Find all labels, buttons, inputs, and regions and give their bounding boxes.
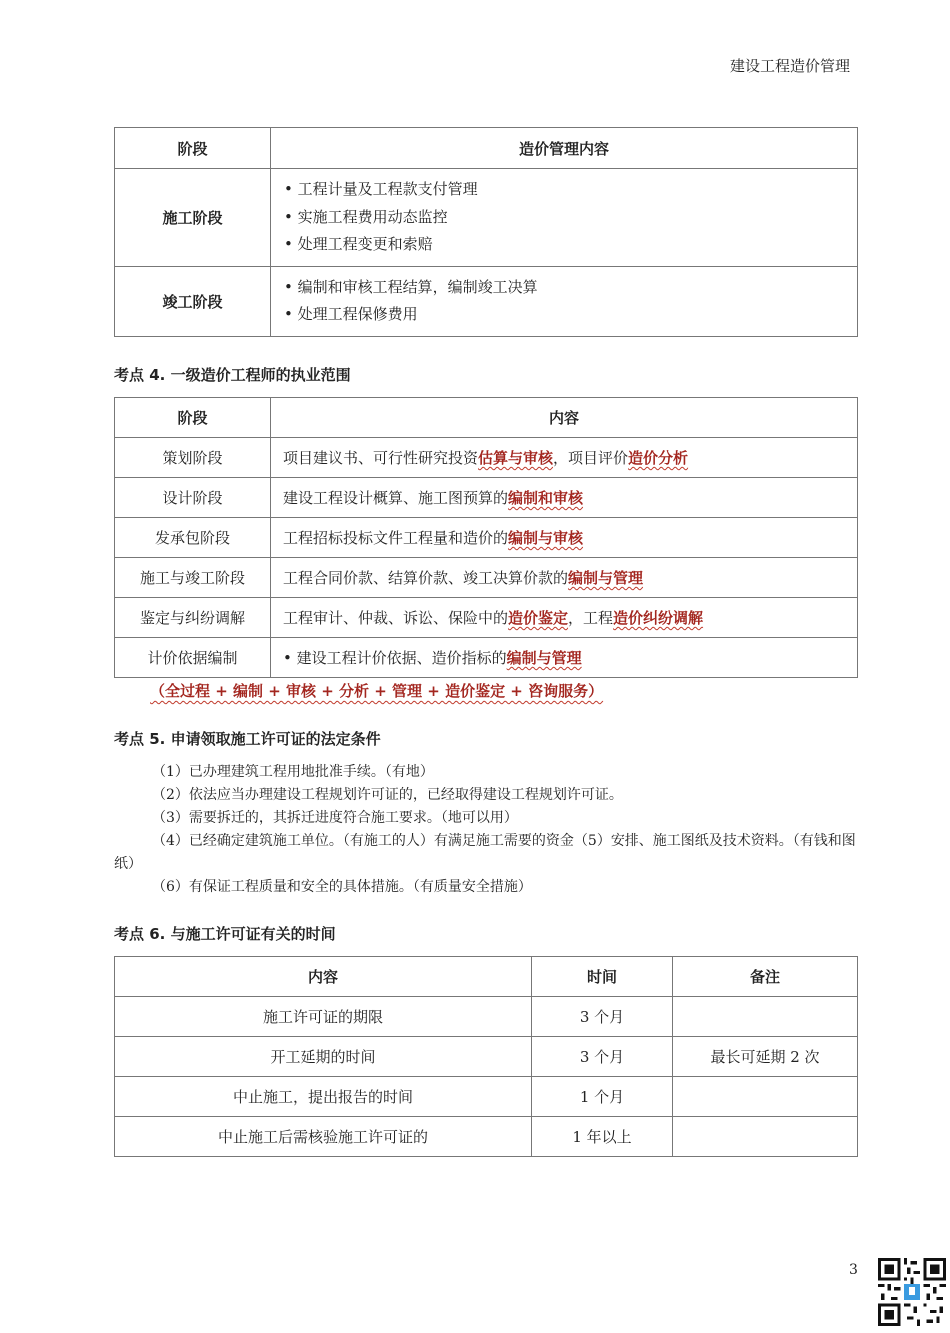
plain-text: 项目建议书、可行性研究投资: [283, 449, 479, 467]
section-6-title: 考点 6. 与施工许可证有关的时间: [114, 925, 336, 943]
column-header: 时间: [532, 957, 673, 997]
plain-text: 工程招标投标文件工程量和造价的: [283, 529, 509, 547]
section-5-title: 考点 5. 申请领取施工许可证的法定条件: [114, 730, 381, 748]
table-cell: 3 个月: [532, 1037, 673, 1077]
table-row: [115, 478, 858, 518]
condition-line: （1）已办理建筑工程用地批准手续。（有地）: [152, 764, 434, 780]
highlight-text: 估算与审核: [478, 449, 554, 467]
table-cell: [673, 1117, 858, 1157]
list-item: • 处理工程变更和索赔: [284, 231, 856, 259]
table-row: [115, 558, 858, 598]
column-header: 阶段: [115, 398, 271, 438]
plain-text: ，工程: [568, 609, 614, 627]
plain-text: ，项目评价: [553, 449, 629, 467]
table-row: [115, 598, 858, 638]
content-cell: [271, 518, 858, 558]
column-header: 备注: [673, 957, 858, 997]
highlight-text: 编制与管理: [568, 569, 644, 587]
list-item: • 工程计量及工程款支付管理: [284, 176, 856, 204]
table-row: [115, 518, 858, 558]
permit-time-table: [114, 956, 858, 1157]
table-row: [115, 169, 858, 267]
table-row: [115, 1117, 858, 1157]
highlight-text: 编制与管理: [506, 649, 582, 667]
table-header-row: [115, 957, 858, 997]
column-header: 内容: [115, 957, 532, 997]
table-cell: 1 个月: [532, 1077, 673, 1117]
table-cell: [673, 1077, 858, 1117]
content-cell: [271, 169, 858, 267]
table-header-row: [115, 128, 858, 169]
qr-code-icon: [878, 1258, 946, 1326]
table-row: [115, 1077, 858, 1117]
conditions-list: [114, 761, 864, 899]
table-cell: [673, 997, 858, 1037]
stage-cell: 鉴定与纠纷调解: [115, 598, 271, 638]
table-header-row: [115, 398, 858, 438]
plain-text: 工程合同价款、结算价款、竣工决算价款的: [283, 569, 569, 587]
table-cell: 3 个月: [532, 997, 673, 1037]
column-header: 内容: [271, 398, 858, 438]
table-row: [115, 997, 858, 1037]
highlight-text: 造价分析: [628, 449, 689, 467]
table-cell: 1 年以上: [532, 1117, 673, 1157]
cost-management-table: [114, 127, 858, 337]
content-cell: [271, 438, 858, 478]
stage-cell: 施工阶段: [115, 169, 271, 267]
highlight-text: 造价鉴定: [508, 609, 569, 627]
list-item: • 编制和审核工程结算，编制竣工决算: [284, 274, 856, 302]
condition-line: （6）有保证工程质量和安全的具体措施。（有质量安全措施）: [152, 879, 532, 895]
stage-cell: 策划阶段: [115, 438, 271, 478]
content-cell: [271, 558, 858, 598]
content-cell: [271, 266, 858, 336]
stage-cell: 施工与竣工阶段: [115, 558, 271, 598]
highlight-text: 编制和审核: [508, 489, 584, 507]
scope-summary: （全过程 + 编制 + 审核 + 分析 + 管理 + 造价鉴定 + 咨询服务）: [150, 682, 604, 700]
highlight-text: 编制与审核: [508, 529, 584, 547]
plain-text: 工程审计、仲裁、诉讼、保险中的: [283, 609, 509, 627]
table-cell: 施工许可证的期限: [115, 997, 532, 1037]
running-header: 建设工程造价管理: [729, 57, 850, 75]
condition-line: （4）已经确定建筑施工单位。（有施工的人）有满足施工需要的资金（5）安排、施工图纸及技术资料。（有钱和图纸）: [114, 833, 856, 872]
list-item: • 实施工程费用动态监控: [284, 204, 856, 232]
condition-line: （3）需要拆迁的，其拆迁进度符合施工要求。（地可以用）: [152, 810, 518, 826]
table-row: [115, 266, 858, 336]
condition-line: （2）依法应当办理建设工程规划许可证的，已经取得建设工程规划许可证。: [152, 787, 623, 803]
content-cell: [271, 478, 858, 518]
table-row: [115, 638, 858, 678]
table-cell: 开工延期的时间: [115, 1037, 532, 1077]
table-row: [115, 1037, 858, 1077]
table-cell: 中止施工后需核验施工许可证的: [115, 1117, 532, 1157]
content-cell: [271, 638, 858, 678]
content-cell: [271, 598, 858, 638]
stage-cell: 发承包阶段: [115, 518, 271, 558]
section-4-title: 考点 4. 一级造价工程师的执业范围: [114, 366, 351, 384]
table-row: [115, 438, 858, 478]
page-number: 3: [849, 1262, 858, 1278]
stage-cell: 竣工阶段: [115, 266, 271, 336]
list-item: • 处理工程保修费用: [284, 301, 856, 329]
stage-cell: 设计阶段: [115, 478, 271, 518]
column-header: 阶段: [115, 128, 271, 169]
highlight-text: 造价纠纷调解: [613, 609, 704, 627]
stage-cell: 计价依据编制: [115, 638, 271, 678]
column-header: 造价管理内容: [271, 128, 858, 169]
practice-scope-table: [114, 397, 858, 678]
table-cell: 最长可延期 2 次: [673, 1037, 858, 1077]
plain-text: • 建设工程计价依据、造价指标的: [283, 649, 507, 667]
table-cell: 中止施工，提出报告的时间: [115, 1077, 532, 1117]
plain-text: 建设工程设计概算、施工图预算的: [283, 489, 509, 507]
